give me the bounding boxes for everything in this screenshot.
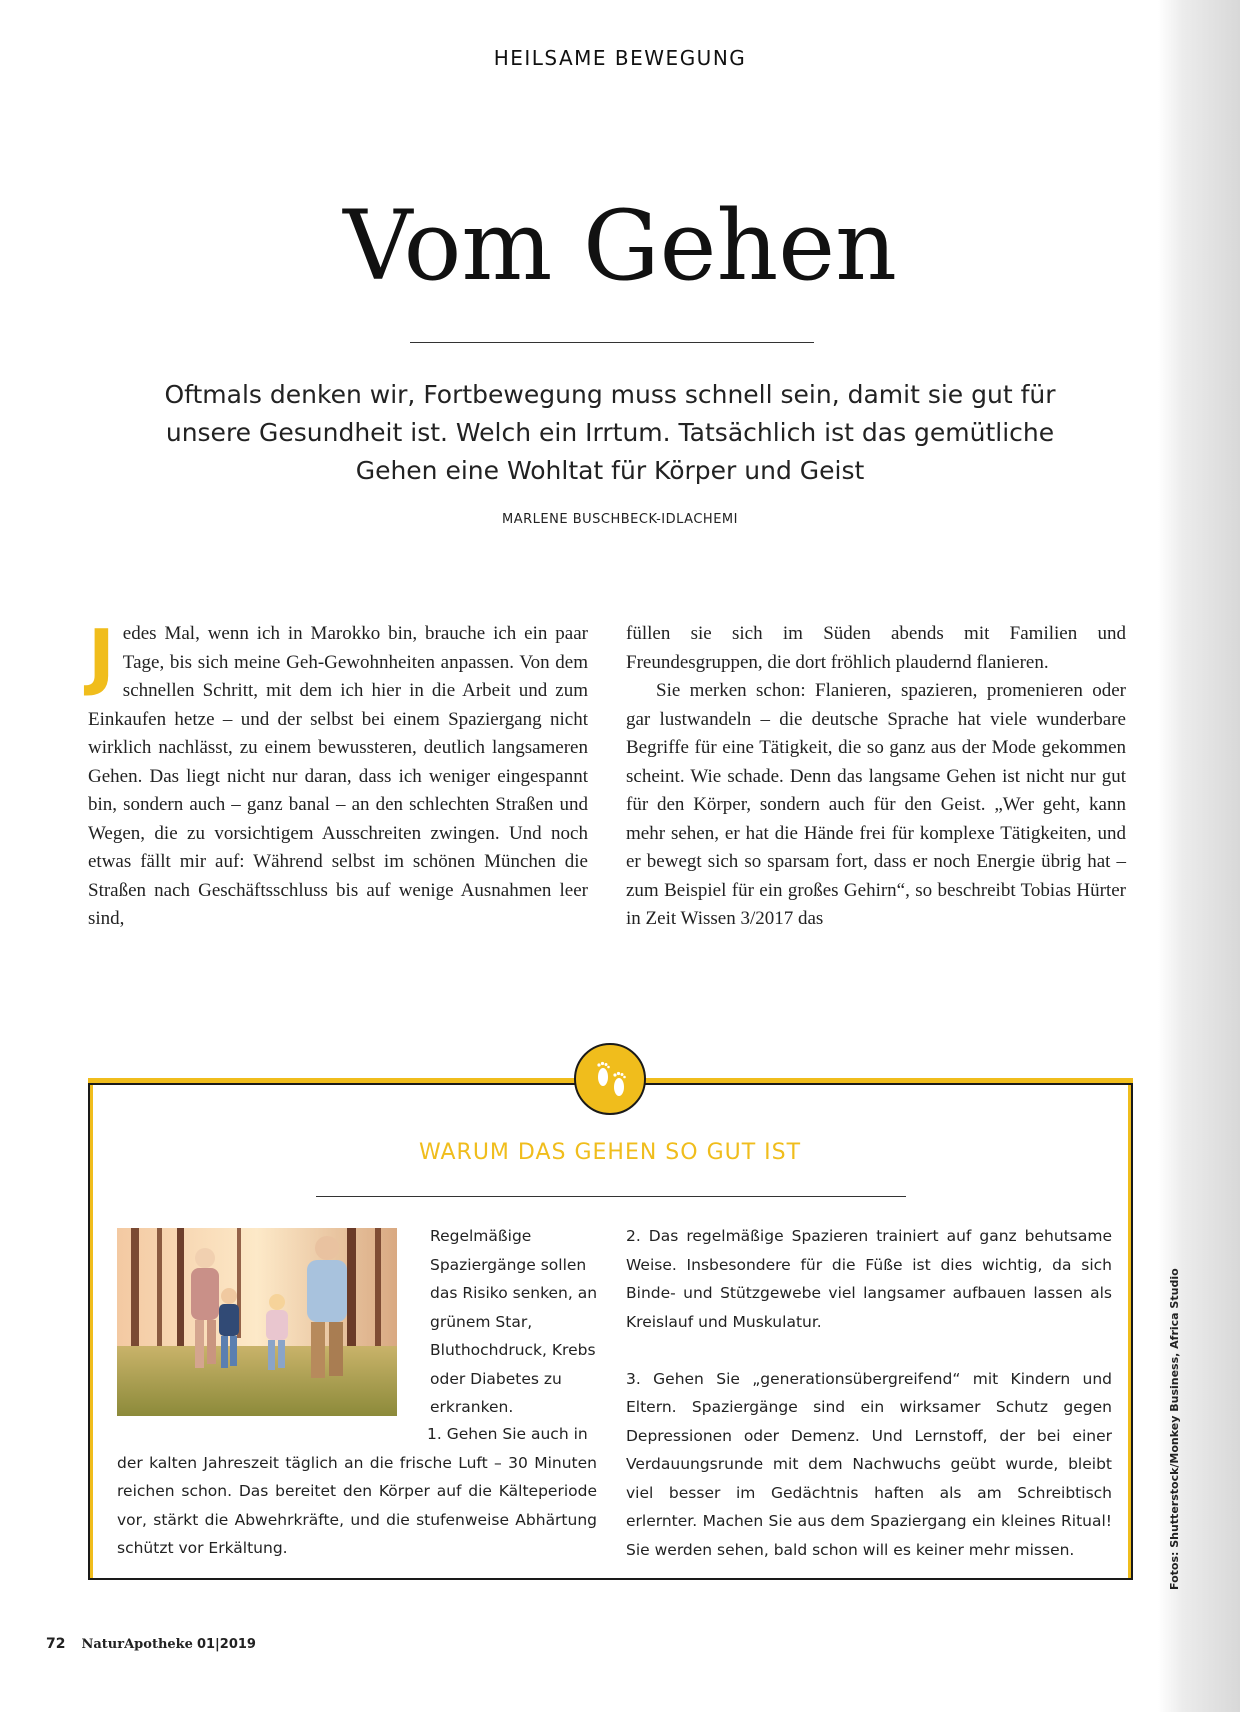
issue-number: 01|2019 — [196, 1637, 256, 1652]
dropcap: J — [88, 614, 115, 698]
infobox-intro: Regelmäßige Spaziergänge sollen das Risiko senken, an grünem Star, Bluthochdruck, Krebs oder Diabetes zu erkranken. — [430, 1227, 598, 1416]
article-column-right — [626, 620, 1126, 934]
footprints-icon — [590, 1057, 634, 1105]
article-title: Vom Gehen — [343, 190, 897, 302]
column-right-paragraph-2: Sie merken schon: Flanieren, spazieren, promenieren oder gar lustwandeln – die deutsche Sprache hat viele wunderbare Begriffe für eine Tätigkeit, die so ganz aus der Mode gekommen scheint. Wie schade. Denn das langsame Gehen ist nicht nur gut für den Körper, sondern auch für den Geist. „Wer geht, kann mehr sehen, er hat die Hände frei für komplexe Tätigkeiten, und er bewegt sich so sparsam fort, dass er noch Energie übrig hat – zum Beispiel für ein großes Gehirn“, so beschreibt Tobias Hürter in Zeit Wissen 3/2017 das — [626, 680, 1126, 929]
column-right-paragraph-1: füllen sie sich im Süden abends mit Familien und Freundesgruppen, die dort fröhlich plaudernd flanieren. — [626, 623, 1126, 673]
photo-credit — [1162, 1268, 1182, 1590]
infobox-point-2: 2. Das regelmäßige Spazieren trainiert auf ganz behutsame Weise. Insbesondere für die Füße ist dies wichtig, da sich Binde- und Stützgewebe viel langsamer aufbauen lassen als Kreislauf und Muskulatur. — [626, 1227, 1112, 1331]
infobox-point-1-first: 1. Gehen Sie auch in — [427, 1425, 588, 1443]
photo-credit-text: Fotos: Shutterstock/Monkey Business, Africa Studio — [1168, 1268, 1181, 1590]
magazine-name: NaturApotheke — [81, 1637, 193, 1652]
article-column-left — [88, 614, 588, 934]
infobox-point-3: 3. Gehen Sie „generationsübergreifend“ mit Kindern und Eltern. Spaziergänge sind ein wirksamer Schutz gegen Depressionen oder Demenz. Und Lernstoff, der bei einer Verdauungsrunde mit dem Nachwuchs geübt wurde, bleibt viel besser im Gedächtnis haften als am Schreibtisch erlernter. Machen Sie aus dem Spaziergang ein kleines Ritual! Sie werden sehen, bald schon will es keiner mehr missen. — [626, 1369, 1112, 1559]
infobox-right-column — [626, 1222, 1112, 1564]
article-author: MARLENE BUSCHBECK-IDLACHEMI — [502, 512, 738, 527]
infobox-divider — [316, 1196, 906, 1197]
page-number: 72 — [46, 1636, 66, 1652]
infobox-point-1 — [117, 1420, 597, 1563]
article-lead: Oftmals denken wir, Fortbewegung muss schnell sein, damit sie gut für unsere Gesundheit ist. Welch ein Irrtum. Tatsächlich ist das gemütliche Gehen eine Wohltat für Körper und Geist — [164, 380, 1056, 485]
family-walking-photo — [117, 1228, 397, 1416]
column-left-text: edes Mal, wenn ich in Marokko bin, brauche ich ein paar Tage, bis sich meine Geh-Gewohnheiten anpassen. Von dem schnellen Schritt, mit dem ich hier in die Arbeit und zum Einkaufen hetze – und der selbst bei einem Spaziergang nicht wirklich nachlässt, zu einem bewussteren, deutlich langsameren Gehen. Das liegt nicht nur daran, dass ich weniger eingespannt bin, sondern auch – ganz banal – an den schlechten Straßen und Wegen, die zu vorsichtigem Ausschreiten zwingen. Und noch etwas fällt mir auf: Während selbst im schönen München die Straßen nach Geschäftsschluss bis auf wenige Ausnahmen leer sind, — [88, 623, 588, 929]
title-divider — [410, 342, 814, 343]
page-footer — [46, 1636, 256, 1653]
section-kicker: HEILSAME BEWEGUNG — [493, 46, 747, 70]
infobox-title: WARUM DAS GEHEN SO GUT IST — [418, 1140, 802, 1165]
infobox-point-1-rest: der kalten Jahreszeit täglich an die frische Luft – 30 Minuten reichen schon. Das bereitet den Körper auf die Kälteperiode vor, stärkt die Abwehrkräfte, und die stufenweise Abhärtung schützt vor Erkältung. — [117, 1453, 597, 1557]
infobox-badge — [574, 1043, 646, 1115]
